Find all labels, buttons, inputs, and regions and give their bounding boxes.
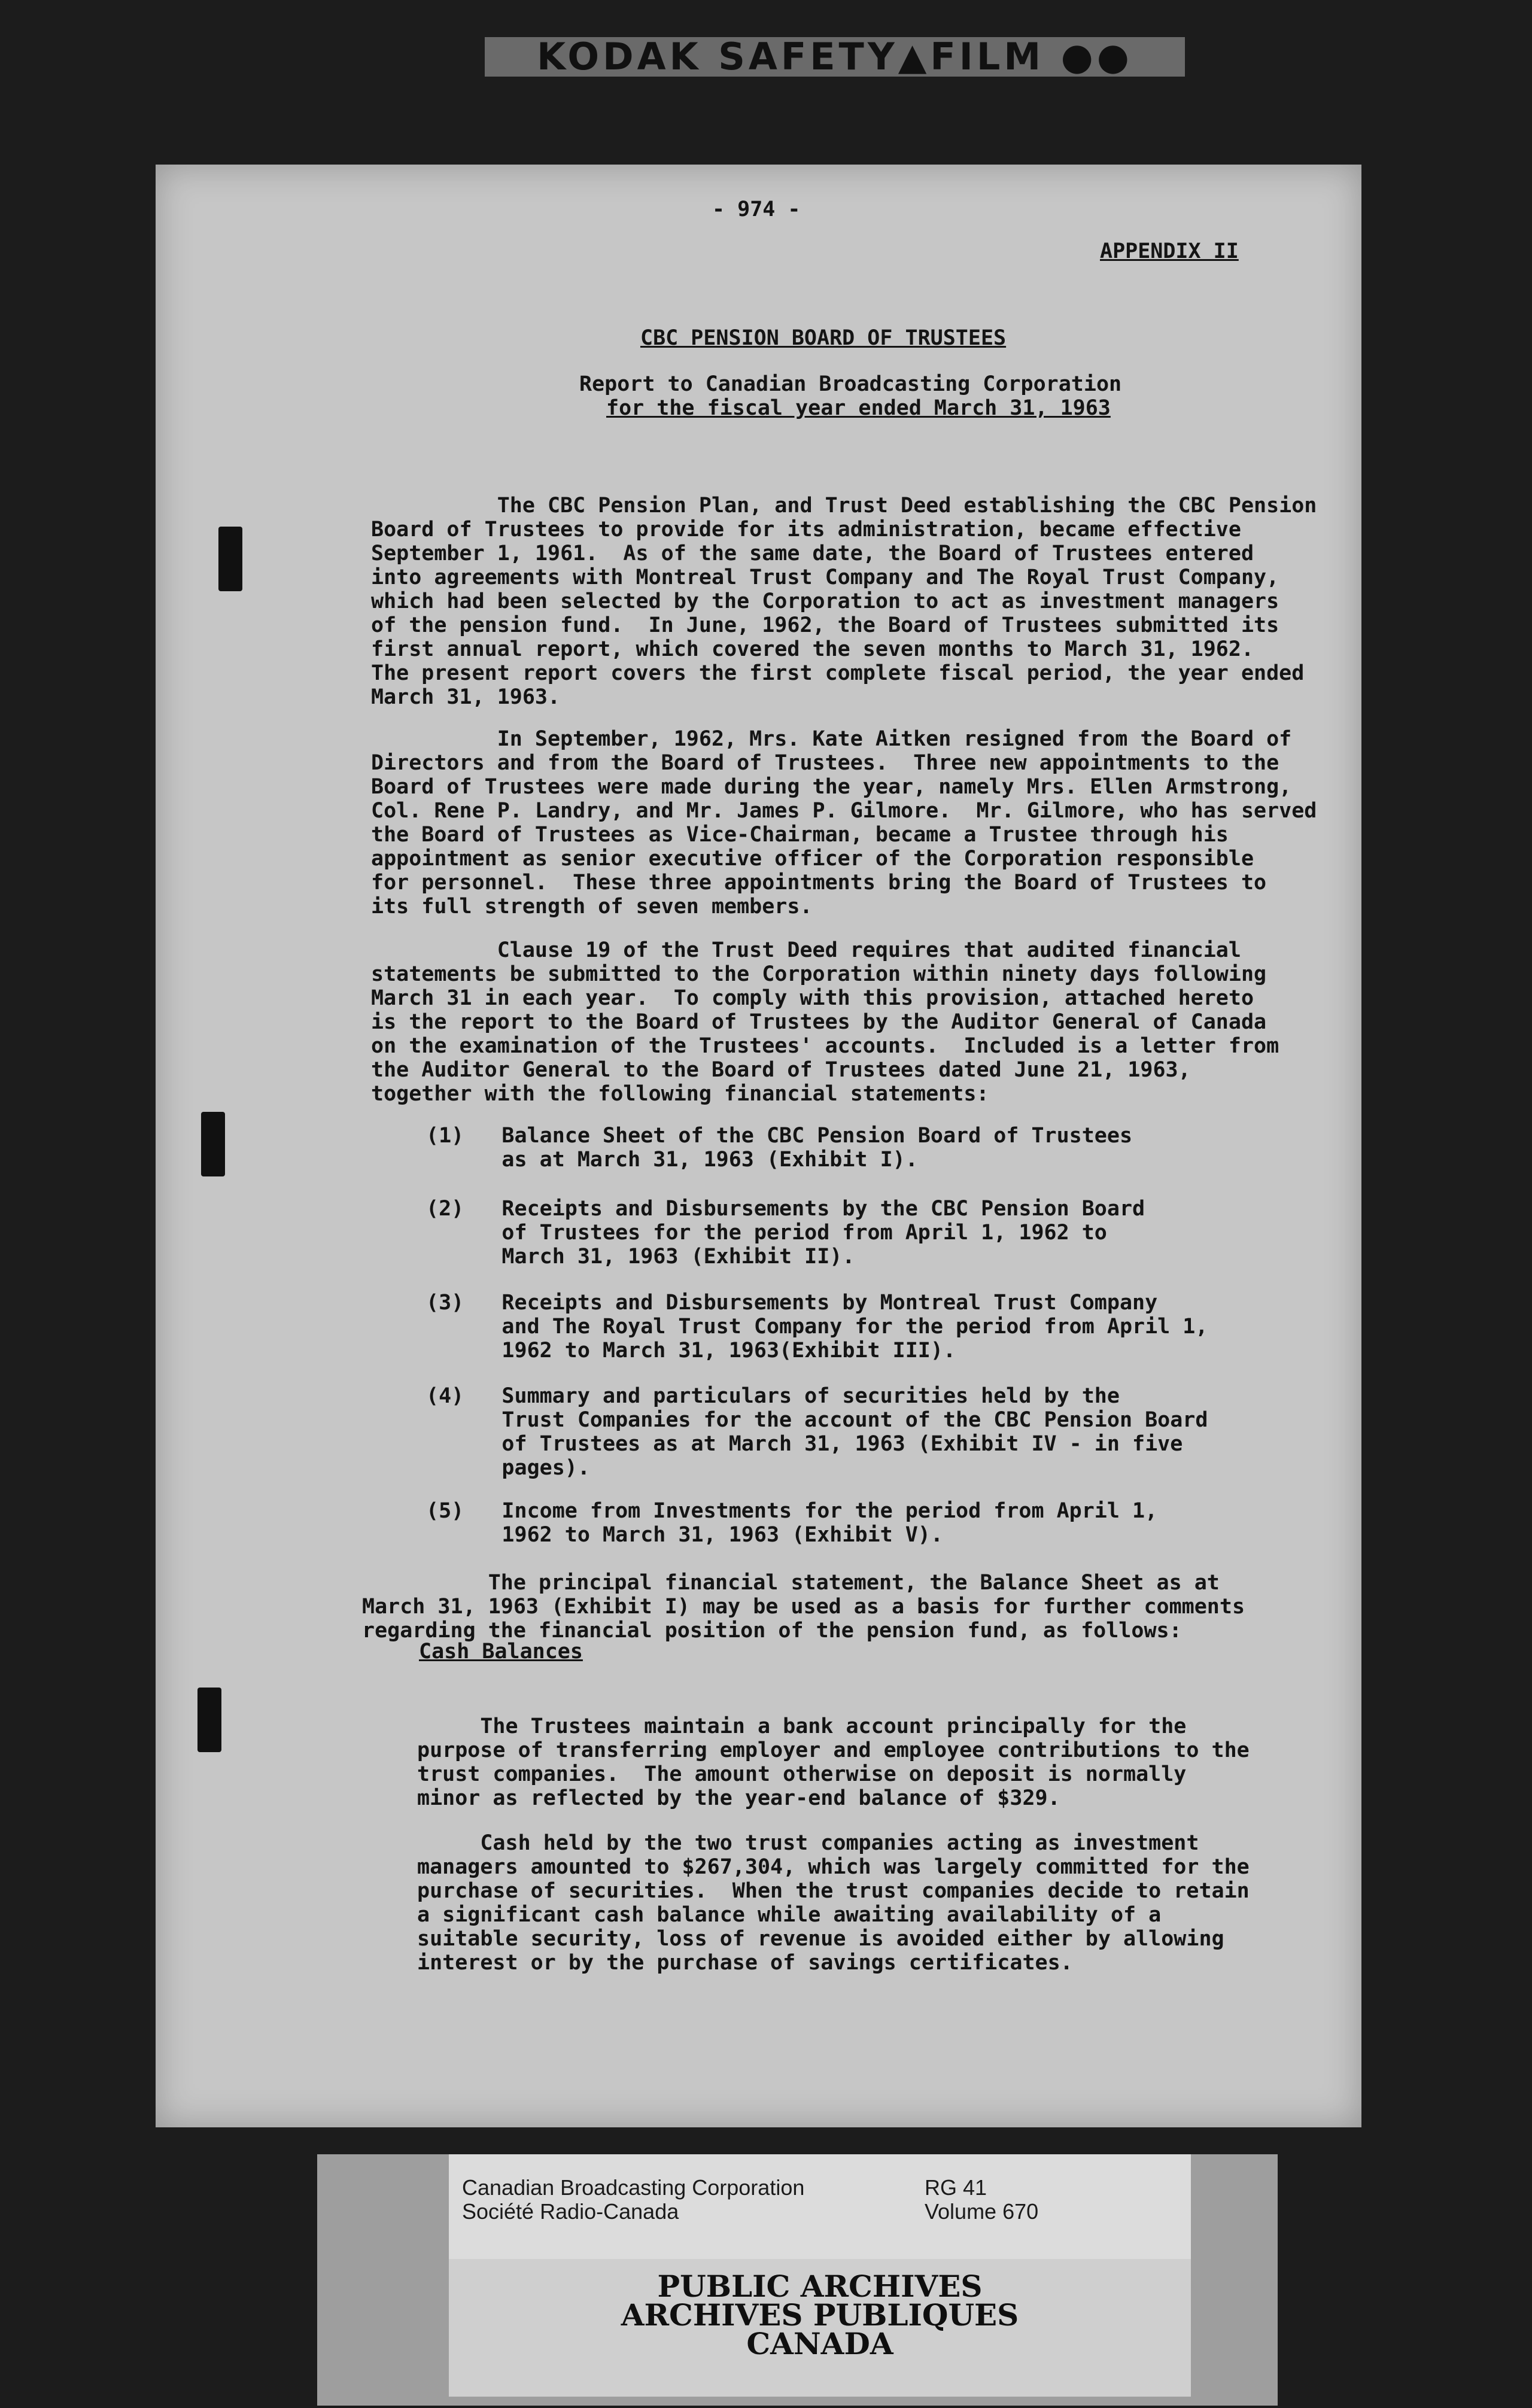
text-line: purpose of transferring employer and employee contributions to the xyxy=(417,1738,1250,1762)
archives-line: CANADA xyxy=(746,2326,893,2361)
text-line: for personnel. These three appointments bring the Board of Trustees to xyxy=(371,871,1267,895)
footer-org-fr: Société Radio-Canada xyxy=(462,2199,679,2224)
document-subtitle-period: for the fiscal year ended March 31, 1963 xyxy=(606,396,1111,420)
text-line: (1) Balance Sheet of the CBC Pension Board of Trustees xyxy=(426,1124,1133,1148)
text-line: regarding the financial position of the pension fund, as follows: xyxy=(362,1619,1182,1643)
text-line: March 31, 1963. xyxy=(371,685,561,709)
text-line: (3) Receipts and Disbursements by Montreal Trust Company xyxy=(426,1291,1158,1315)
archive-reference-label xyxy=(449,2154,1191,2259)
text-line: trust companies. The amount otherwise on deposit is normally xyxy=(417,1762,1187,1786)
text-line: The present report covers the first complete fiscal period, the year ended xyxy=(371,661,1305,685)
text-line: first annual report, which covered the seven months to March 31, 1962. xyxy=(371,637,1254,661)
text-line: is the report to the Board of Trustees by the Auditor General of Canada xyxy=(371,1010,1267,1034)
text-line: In September, 1962, Mrs. Kate Aitken resigned from the Board of xyxy=(371,727,1292,751)
archives-line: PUBLIC ARCHIVES xyxy=(657,2269,983,2304)
text-line: purchase of securities. When the trust companies decide to retain xyxy=(417,1879,1250,1903)
text-line: a significant cash balance while awaiting availability of a xyxy=(417,1903,1162,1927)
text-line: March 31, 1963 (Exhibit I) may be used as a basis for further comments xyxy=(362,1595,1245,1619)
paragraph-trust-cash xyxy=(417,1807,1250,1999)
text-line: managers amounted to $267,304, which was largely committed for the xyxy=(417,1855,1250,1879)
text-line: Cash held by the two trust companies acting as investment xyxy=(417,1831,1199,1855)
footer-volume: Volume 670 xyxy=(925,2199,1039,2224)
text-line: (2) Receipts and Disbursements by the CBC Pension Board xyxy=(426,1197,1145,1221)
text-line: the Board of Trustees as Vice-Chairman, became a Trustee through his xyxy=(371,823,1229,847)
text-line: Col. Rene P. Landry, and Mr. James P. Gilmore. Mr. Gilmore, who has served xyxy=(371,799,1317,823)
text-line: Clause 19 of the Trust Deed requires that audited financial xyxy=(371,938,1241,962)
appendix-label: APPENDIX II xyxy=(1100,239,1239,263)
text-line: 1962 to March 31, 1963 (Exhibit V). xyxy=(426,1523,943,1547)
text-line: of the pension fund. In June, 1962, the Board of Trustees submitted its xyxy=(371,613,1279,637)
film-edge-marking: KODAK SAFETY▲FILM ●● xyxy=(485,37,1185,77)
text-line: of Trustees as at March 31, 1963 (Exhibit IV - in five xyxy=(426,1432,1183,1456)
text-line: pages). xyxy=(426,1456,590,1480)
text-line: minor as reflected by the year-end balance of $329. xyxy=(417,1786,1060,1810)
paragraph-trust-deed xyxy=(371,914,1279,1130)
text-line: The CBC Pension Plan, and Trust Deed establishing the CBC Pension xyxy=(371,494,1317,518)
text-line: Directors and from the Board of Trustees. Three new appointments to the xyxy=(371,751,1279,775)
text-line: as at March 31, 1963 (Exhibit I). xyxy=(426,1148,918,1172)
paragraph-appointments xyxy=(371,703,1317,942)
text-line: March 31 in each year. To comply with this provision, attached hereto xyxy=(371,986,1254,1010)
page-number: - 974 - xyxy=(712,197,801,221)
document-title: CBC PENSION BOARD OF TRUSTEES xyxy=(640,326,1007,350)
text-line: (5) Income from Investments for the period from April 1, xyxy=(426,1499,1158,1523)
text-line: and The Royal Trust Company for the period from April 1, xyxy=(426,1315,1208,1339)
text-line: the Auditor General to the Board of Trustees dated June 21, 1963, xyxy=(371,1058,1191,1082)
text-line: which had been selected by the Corporation to act as investment managers xyxy=(371,589,1279,613)
text-line: The principal financial statement, the Balance Sheet as at xyxy=(362,1571,1220,1595)
text-line: its full strength of seven members. xyxy=(371,895,813,919)
text-line: on the examination of the Trustees' accounts. Included is a letter from xyxy=(371,1034,1279,1058)
text-line: interest or by the purchase of savings certificates. xyxy=(417,1951,1073,1975)
text-line: Board of Trustees were made during the year, namely Mrs. Ellen Armstrong, xyxy=(371,775,1292,799)
text-line: (4) Summary and particulars of securities held by the xyxy=(426,1384,1120,1408)
text-line: of Trustees for the period from April 1, 1962 to xyxy=(426,1221,1107,1245)
archives-line: ARCHIVES PUBLIQUES xyxy=(621,2297,1019,2333)
footer-org-en: Canadian Broadcasting Corporation xyxy=(462,2175,805,2200)
text-line: statements be submitted to the Corporation within ninety days following xyxy=(371,962,1267,986)
text-line: The Trustees maintain a bank account principally for the xyxy=(417,1714,1187,1738)
text-line: appointment as senior executive officer of the Corporation responsible xyxy=(371,847,1254,871)
text-line: Board of Trustees to provide for its administration, became effective xyxy=(371,518,1241,542)
section-heading: Cash Balances xyxy=(419,1640,583,1664)
text-line: September 1, 1961. As of the same date, the Board of Trustees entered xyxy=(371,542,1254,565)
footer-record-group: RG 41 xyxy=(925,2175,987,2200)
punch-hole-mark xyxy=(218,527,242,591)
text-line: 1962 to March 31, 1963(Exhibit III). xyxy=(426,1339,956,1363)
punch-hole-mark xyxy=(201,1112,225,1176)
text-line: together with the following financial statements: xyxy=(371,1082,989,1106)
document-subtitle: Report to Canadian Broadcasting Corporation xyxy=(579,372,1122,396)
paragraph-intro xyxy=(371,470,1317,733)
text-line: March 31, 1963 (Exhibit II). xyxy=(426,1245,855,1269)
punch-hole-mark xyxy=(197,1688,221,1752)
archives-stamp xyxy=(449,2259,1191,2397)
text-line: into agreements with Montreal Trust Company and The Royal Trust Company, xyxy=(371,565,1279,589)
text-line: Trust Companies for the account of the CBC Pension Board xyxy=(426,1408,1208,1432)
text-line: suitable security, loss of revenue is avoided either by allowing xyxy=(417,1927,1224,1951)
